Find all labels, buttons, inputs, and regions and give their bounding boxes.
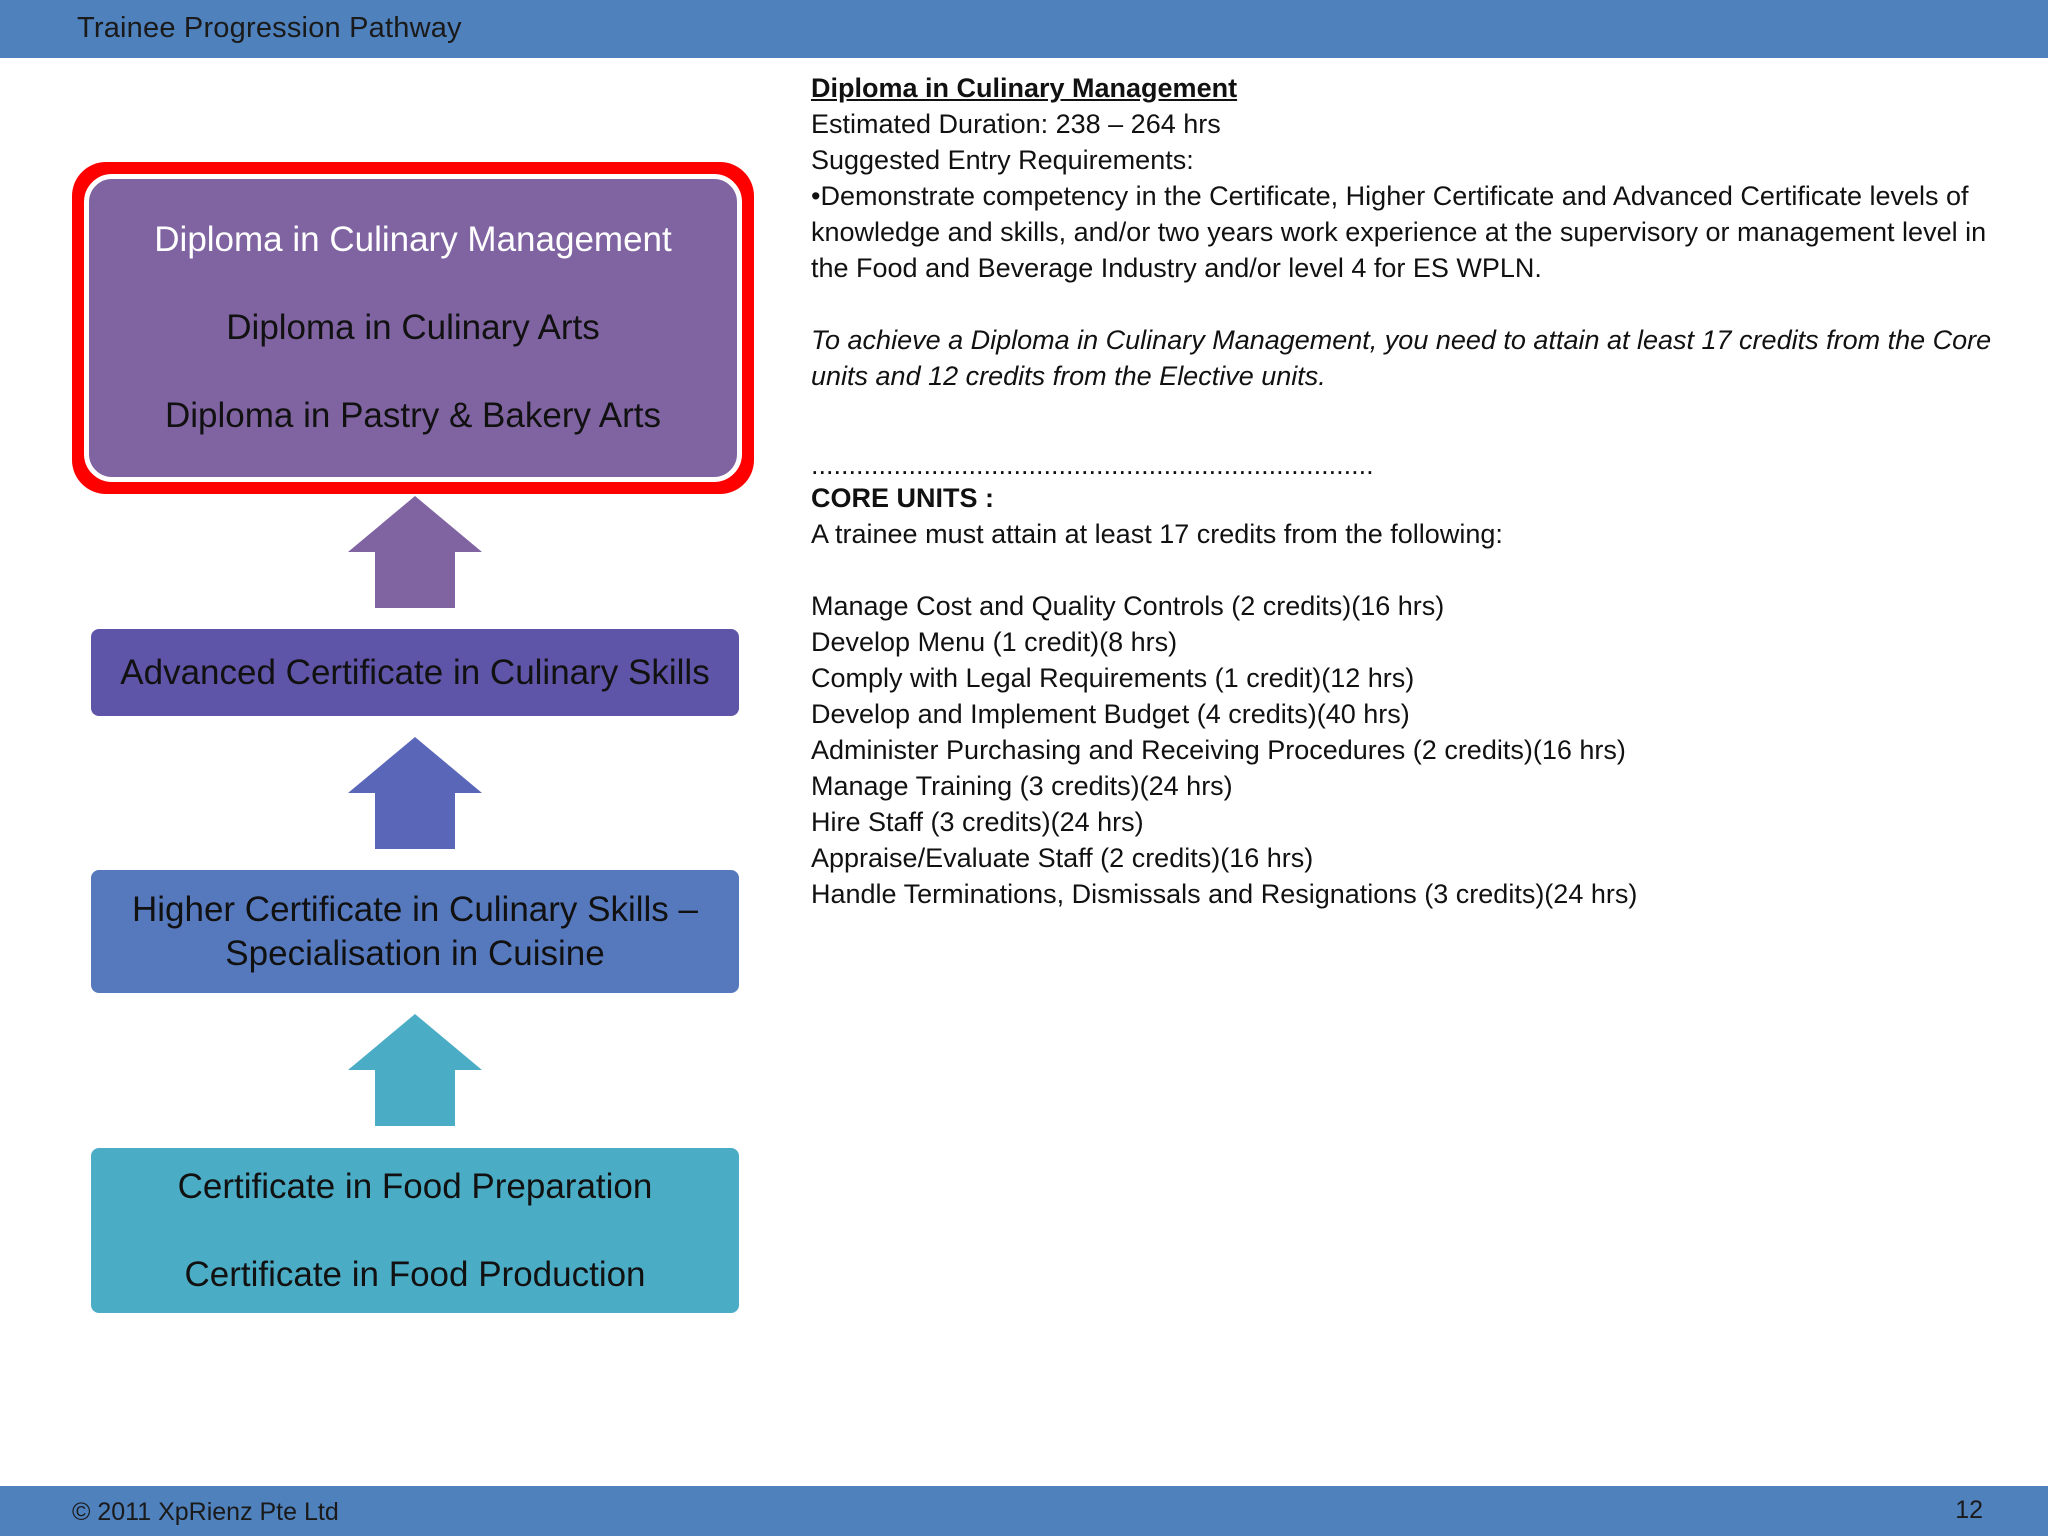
diploma-culinary-management-label: Diploma in Culinary Management — [154, 220, 672, 259]
up-arrow-icon — [348, 1014, 482, 1126]
list-item: Manage Cost and Quality Controls (2 credits)(16 hrs) — [811, 591, 1445, 621]
core-units-list — [811, 588, 2011, 912]
list-item: Administer Purchasing and Receiving Procedures (2 credits)(16 hrs) — [811, 735, 1626, 765]
page-title: Trainee Progression Pathway — [77, 12, 462, 44]
list-item: Develop and Implement Budget (4 credits)(40 hrs) — [811, 699, 1410, 729]
certificate-box — [91, 1148, 739, 1313]
course-details — [811, 70, 2011, 912]
higher-certificate-label-line2: Specialisation in Cuisine — [225, 933, 605, 973]
list-item: Develop Menu (1 credit)(8 hrs) — [811, 627, 1178, 657]
list-item: Manage Training (3 credits)(24 hrs) — [811, 771, 1233, 801]
list-item: Handle Terminations, Dismissals and Resignations (3 credits)(24 hrs) — [811, 879, 1638, 909]
certificate-food-preparation-label: Certificate in Food Preparation — [177, 1166, 653, 1206]
certificate-food-production-label: Certificate in Food Production — [184, 1254, 646, 1294]
core-units-heading: CORE UNITS : — [811, 483, 995, 513]
entry-requirements-text: •Demonstrate competency in the Certificate, Higher Certificate and Advanced Certificate levels of knowledge and skills, and/or two years work experience at the supervisory or management level in the Food and Beverage Industry and/or level 4 for ES WPLN. — [811, 181, 1987, 283]
page-number: 12 — [1955, 1496, 1983, 1524]
up-arrow-icon — [348, 737, 482, 849]
list-item: Appraise/Evaluate Staff (2 credits)(16 hrs) — [811, 843, 1314, 873]
advanced-certificate-box — [91, 629, 739, 716]
list-item: Hire Staff (3 credits)(24 hrs) — [811, 807, 1144, 837]
up-arrow-icon — [348, 496, 482, 608]
higher-certificate-label-line1: Higher Certificate in Culinary Skills – — [131, 889, 699, 929]
dotted-separator: ........................................................................... — [811, 450, 1374, 480]
footer-bar — [0, 1486, 2048, 1536]
copyright-text: © 2011 XpRienz Pte Ltd — [72, 1498, 339, 1526]
header-bar — [0, 0, 2048, 58]
course-duration: Estimated Duration: 238 – 264 hrs — [811, 109, 1221, 139]
course-heading: Diploma in Culinary Management — [811, 73, 1238, 103]
list-item: Comply with Legal Requirements (1 credit)(12 hrs) — [811, 663, 1415, 693]
diploma-box — [84, 174, 742, 482]
higher-certificate-box — [91, 870, 739, 993]
entry-requirements-label: Suggested Entry Requirements: — [811, 145, 1194, 175]
diploma-pastry-bakery-label: Diploma in Pastry & Bakery Arts — [165, 396, 661, 435]
core-units-intro: A trainee must attain at least 17 credits from the following: — [811, 519, 1503, 549]
diploma-culinary-arts-label: Diploma in Culinary Arts — [226, 308, 600, 347]
advanced-certificate-label: Advanced Certificate in Culinary Skills — [120, 652, 710, 692]
achievement-note: To achieve a Diploma in Culinary Management, you need to attain at least 17 credits from the Core units and 12 credits from the Elective units. — [811, 325, 1992, 391]
